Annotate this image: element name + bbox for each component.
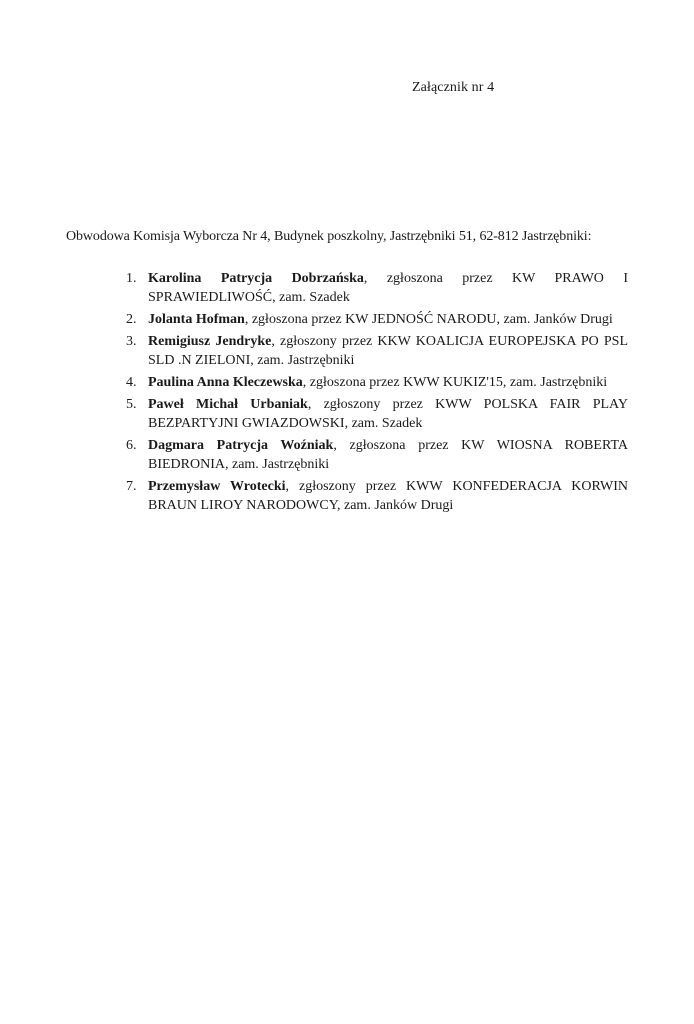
member-name: Jolanta Hofman <box>148 312 245 327</box>
list-item <box>120 269 628 307</box>
member-details: , zgłoszony przez KWW POLSKA FAIR PLAY BEZPARTYJNI GWIAZDOWSKI, zam. Szadek <box>148 397 628 431</box>
list-item <box>120 373 628 392</box>
list-item <box>120 332 628 370</box>
member-name: Paulina Anna Kleczewska <box>148 375 303 390</box>
item-number: 7. <box>126 479 137 494</box>
item-number: 4. <box>126 375 137 390</box>
member-details: , zgłoszony przez KWW KONFEDERACJA KORWIN BRAUN LIROY NARODOWCY, zam. Janków Drugi <box>148 479 628 513</box>
item-number: 5. <box>126 397 137 412</box>
member-details: , zgłoszona przez KW WIOSNA ROBERTA BIEDRONIA, zam. Jastrzębniki <box>148 438 628 472</box>
list-item <box>120 310 628 329</box>
item-number: 3. <box>126 334 137 349</box>
commission-heading: Obwodowa Komisja Wyborcza Nr 4, Budynek poszkolny, Jastrzębniki 51, 62-812 Jastrzębniki: <box>66 229 592 244</box>
member-name: Przemysław Wrotecki <box>148 479 286 494</box>
item-number: 6. <box>126 438 137 453</box>
item-number: 1. <box>126 271 137 286</box>
list-item <box>120 477 628 515</box>
list-item <box>120 436 628 474</box>
member-details: , zgłoszony przez KKW KOALICJA EUROPEJSKA PO PSL SLD .N ZIELONI, zam. Jastrzębniki <box>148 334 628 368</box>
member-list <box>120 269 628 518</box>
member-name: Paweł Michał Urbaniak <box>148 397 308 412</box>
member-name: Remigiusz Jendryke <box>148 334 272 349</box>
member-details: , zgłoszona przez KWW KUKIZ'15, zam. Jastrzębniki <box>302 375 608 390</box>
member-details: , zgłoszona przez KW PRAWO I SPRAWIEDLIWOŚĆ, zam. Szadek <box>148 271 628 305</box>
list-item <box>120 395 628 433</box>
annex-label: Załącznik nr 4 <box>412 80 495 95</box>
item-number: 2. <box>126 312 137 327</box>
member-details: , zgłoszona przez KW JEDNOŚĆ NARODU, zam. Janków Drugi <box>244 312 613 327</box>
member-name: Dagmara Patrycja Woźniak <box>148 438 334 453</box>
member-name: Karolina Patrycja Dobrzańska <box>148 271 364 286</box>
